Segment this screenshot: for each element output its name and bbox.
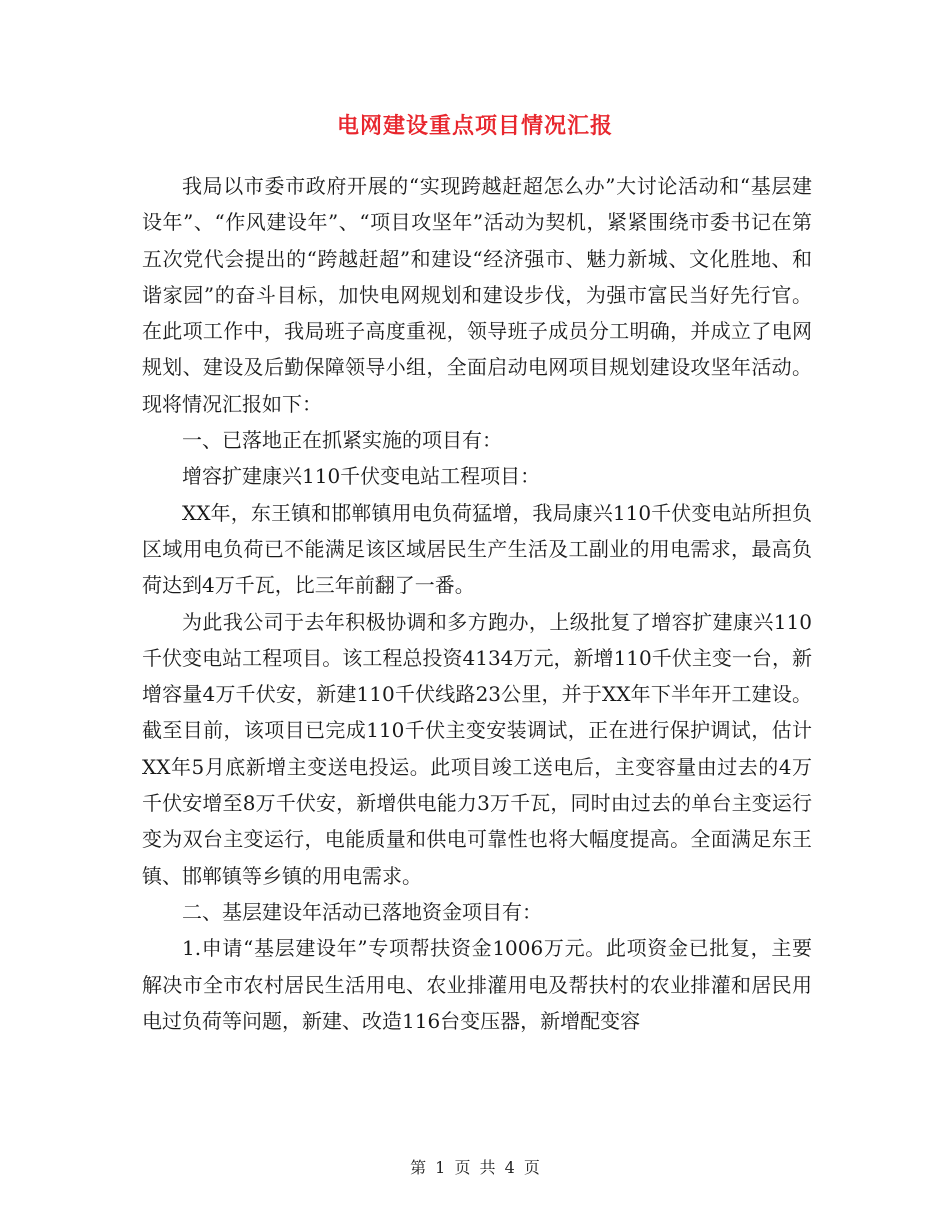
section-heading-1: 一、已落地正在抓紧实施的项目有：: [182, 428, 502, 453]
paragraph-background: XX年，东王镇和邯郸镇用电负荷猛增，我局康兴110千伏变电站所担负区域用电负荷已不能满足该区域居民生产生活及工副业的用电需求，最高负荷达到4万千瓦，比三年前翻了一番。: [142, 500, 812, 598]
document-title: 电网建设重点项目情况汇报: [336, 114, 613, 139]
paragraph-intro: 我局以市委市政府开展的“实现跨越赶超怎么办”大讨论活动和“基层建设年”、“作风建设年”、“项目攻坚年”活动为契机，紧紧围绕市委书记在第五次党代会提出的“跨越赶超”和建设“经济强市、魅力新城、文化胜地、和谐家园”的奋斗目标，加快电网规划和建设步伐，为强市富民当好先行官。在此项工作中，我局班子高度重视，领导班子成员分工明确，并成立了电网规划、建设及后勤保障领导小组，全面启动电网项目规划建设攻坚年活动。现将情况汇报如下：: [142, 174, 812, 416]
paragraph-project-detail: 为此我公司于去年积极协调和多方跑办，上级批复了增容扩建康兴110千伏变电站工程项目。该工程总投资4134万元，新增110千伏主变一台，新增容量4万千伏安，新建110千伏线路23公里，并于XX年下半年开工建设。截至目前，该项目已完成110千伏主变安装调试，正在进行保护调试，估计XX年5月底新增主变送电投运。此项目竣工送电后，主变容量由过去的4万千伏安增至8万千伏安，新增供电能力3万千瓦，同时由过去的单台主变运行变为双台主变运行，电能质量和供电可靠性也将大幅度提高。全面满足东王镇、邯郸镇等乡镇的用电需求。: [142, 609, 812, 888]
section-heading-2: 二、基层建设年活动已落地资金项目有：: [182, 899, 542, 924]
paragraph-funding-item-1: 1.申请“基层建设年”专项帮扶资金1006万元。此项资金已批复，主要解决市全市农村居民生活用电、农业排灌用电及帮扶村的农业排灌和居民用电过负荷等问题，新建、改造116台变压器，新增配变容: [142, 936, 812, 1033]
document-body: [142, 168, 812, 1039]
page-number-footer: 第 1 页 共 4 页: [410, 1158, 540, 1177]
project-heading: 增容扩建康兴110千伏变电站工程项目：: [182, 464, 541, 489]
